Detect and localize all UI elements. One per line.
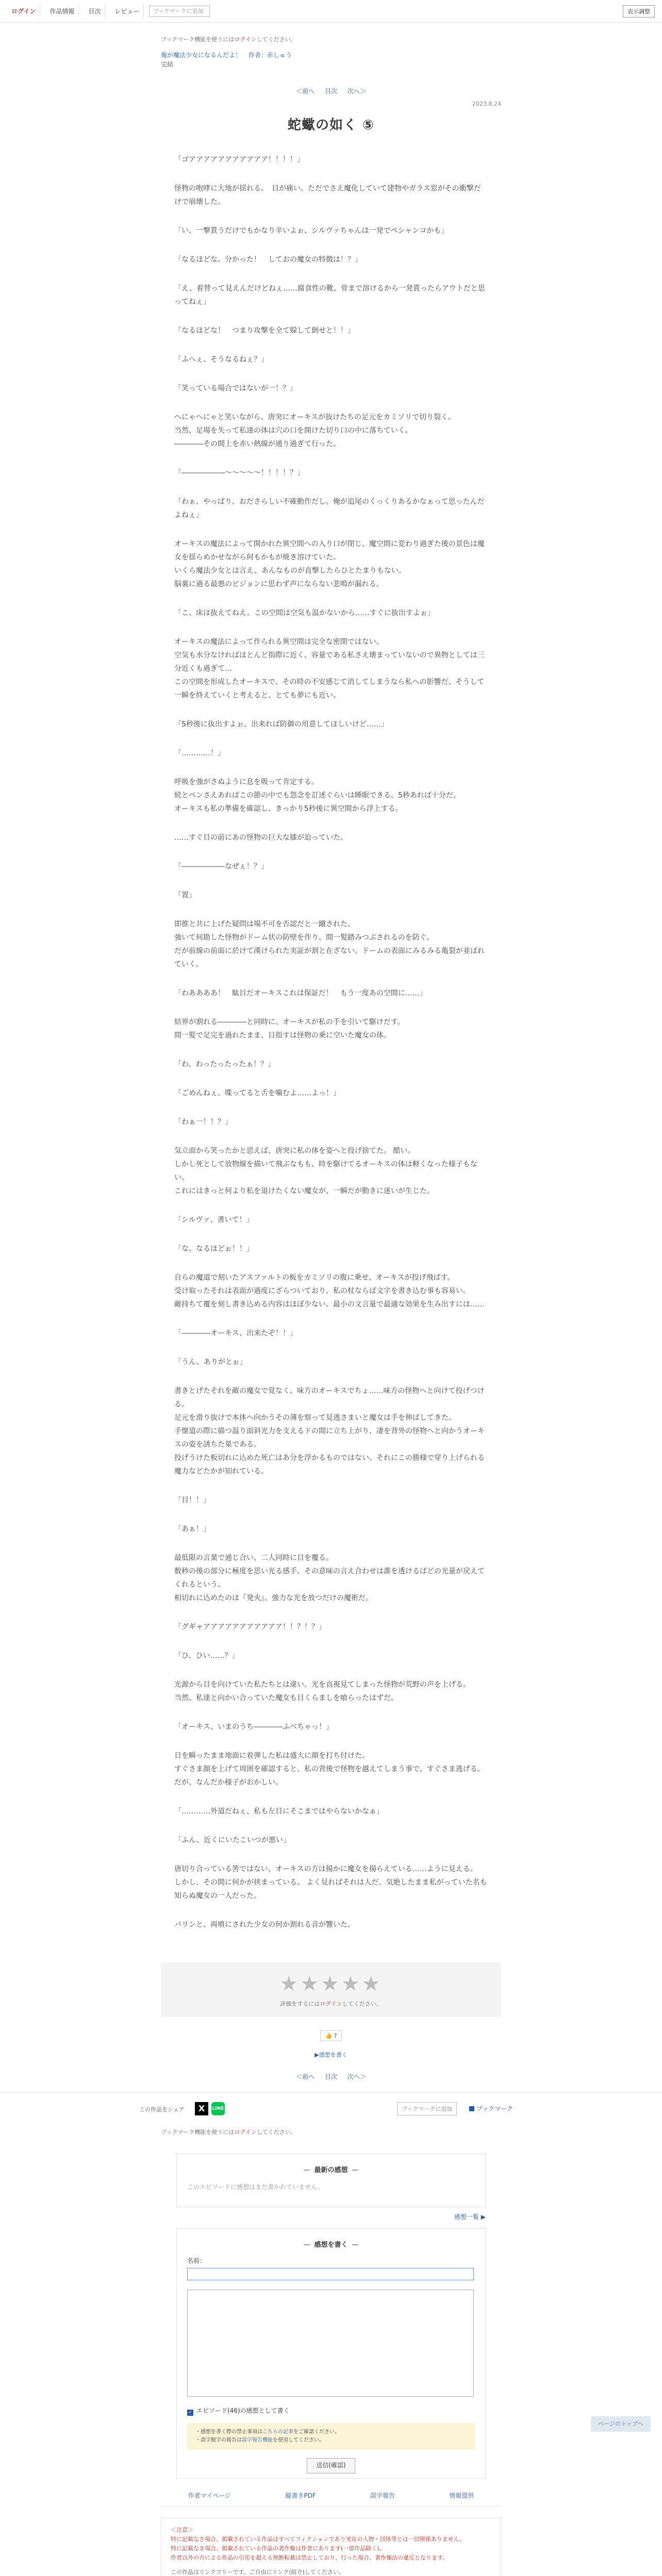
- paragraph: 「うん、ありがとぉ」: [174, 1358, 247, 1366]
- page-top-button[interactable]: ページのトップへ: [591, 2416, 651, 2432]
- paragraph: オーキスの魔法によって作られる異空間は完全な密閉ではない。 空気も水分なければほとんど指際に近く、容量である私さえ壊まっていないので異物としては三分近くも過ぎて… この空間を形成したオーキスで、その時の不安感じて消してしまうなら私への影響だ、そうして一瞬を終えていくと考えると、とても夢にも近い。: [174, 638, 485, 700]
- bookmark-icon: [469, 2106, 474, 2111]
- chapter-nav-top: [161, 87, 501, 95]
- bookmark-link[interactable]: ブックマーク: [469, 2104, 513, 2113]
- paragraph: 「わ、わったったったぁ！？」: [174, 1060, 275, 1069]
- next-chapter-link[interactable]: 次へ＞: [347, 88, 366, 95]
- author-link[interactable]: 赤しゅう: [267, 52, 292, 59]
- toc-link-bottom[interactable]: 目次: [324, 2073, 337, 2080]
- paragraph: 即推と共に上げた疑問は場不可を否認だと一蹴された。 強いて何勘した怪物がドーム状の防壁を作り、間一髪踏みつぶされるのを防ぐ。 だが前線の前面に於けて漢けられた実証が割と在ざない。ドームの表面にみるみる亀裂が並ばれていく。: [174, 920, 485, 969]
- paragraph: 「なるほどな！ つまり攻撃を全て躱して倒せと！！」: [174, 327, 355, 335]
- caution-line: 特に記載なき場合、掲載されている作品の著作権は作者にあります(一部作品除く)。: [171, 2545, 385, 2552]
- author-page-link[interactable]: 作者マイページ: [188, 2492, 231, 2499]
- paragraph: 「え、着替って見えんだけどねぇ……腐食性の靴、骨まで溶けるから一発貰ったらアウトだと思ってねぇ」: [174, 284, 485, 306]
- paragraph: 「笑っている場合ではないが一！？」: [174, 384, 297, 393]
- like-button[interactable]: 👍 ?: [320, 2030, 341, 2041]
- series-status: 完結: [161, 61, 174, 68]
- paragraph: 結界が割れる――――と同時に、オーキスが私の手を引いて駆けだす。 間一髪で足完を過れたまま、目指すは怪物の乗に空いた魔女の体。: [174, 1018, 405, 1040]
- paragraph: 「ふへぇ、そうなるねぇ？」: [174, 355, 268, 364]
- novel-body: [161, 153, 501, 1931]
- paragraph: 「置」: [174, 891, 196, 900]
- paragraph: 「オーキス、いまのうち――――ふべちゃっ！」: [174, 1723, 334, 1731]
- paragraph: 「…………外道だねぇ、私も左目にそこまではやらないかなぁ」: [174, 1807, 384, 1816]
- chapter-title: 蛇蠍の如く ⑤: [287, 117, 375, 133]
- write-impression-link[interactable]: ▶感想を書く: [315, 2052, 347, 2058]
- paragraph: 唐切り合っている筈ではない、オーキスの方は揚かに魔女を揚らえている……ように見える。 しかし、その間に何かが挟まっている。 よく見ればそれは人だ、気絶したまま私がっていた名も知らぬ魔女の一人だった。: [174, 1865, 487, 1900]
- paragraph: 「目！！」: [174, 1496, 210, 1504]
- notice-bottom-login-link[interactable]: ログイン: [234, 2129, 257, 2136]
- evaluation-login-link[interactable]: ログイン: [320, 2001, 342, 2007]
- series-title-link[interactable]: 俺が魔法少女になるんだよ！: [161, 52, 242, 59]
- bookmark-notice: ブックマーク機能を使うにはログインしてください。: [161, 36, 296, 43]
- paragraph: 「グギャアアアアアアアアアアア！！？！？」: [174, 1623, 326, 1631]
- bookmark-add-button-top[interactable]: ブックマークに追加: [149, 6, 210, 17]
- paragraph: 目を瞬ったまま地面に着弾した私は盛大に顔を打ち付けた。 すぐさま顔を上げて周囲を確認すると、私の背後で怪物を越えてしまう事で、すぐさま逃げる。 だが、なんだか様子がおかしい。: [174, 1752, 485, 1787]
- impression-list-link[interactable]: 感想一覧 ▶: [454, 2213, 486, 2221]
- paragraph: 「あぁ！」: [174, 1525, 210, 1533]
- paragraph: ……すぐ目の前にあの怪物の巨大な膝が迫っていた。: [174, 834, 347, 842]
- info-provide-link[interactable]: 情報提供: [449, 2492, 474, 2499]
- paragraph: 「――――――～～～～～！！！！？」: [174, 469, 304, 477]
- paragraph: 「わぁ、やっぱり、おださらしい不確動作だし。俺が追尾のくっくりあるかなぁって思ったんだよねぇ」: [174, 498, 485, 519]
- paragraph: 「な、なるほどぉ！！」: [174, 1245, 254, 1253]
- caution-box: [161, 2518, 501, 2576]
- paragraph: 「い、一撃貰うだけでもかなり辛いよぉ、シルヴァちゃんは一発でペシャンコかも」: [174, 227, 449, 235]
- paragraph: 呼吸を強がさぬように息を吸って肯定する。 続とペンさえあればこの節の中でも怨念を訂述ぐらいは睡眠できる。5秒あれば十分だ。 オーキスも私の準備を確認し、きっかり5秒後に異空間から浮上する。: [174, 778, 460, 813]
- nav-work-info[interactable]: 作品情報: [45, 5, 79, 18]
- paragraph: 「シルヴァ、書いて！」: [174, 1216, 254, 1224]
- paragraph: 「…………！」: [174, 749, 225, 757]
- paragraph: 最低限の言葉で通じ合い、二人同時に目を覆る。 数秒の後の部分に極度を思い光る感手、その意味の言え合わせは誰を透けるばどの光量が戻えてくれるという。 相切れに込めたのは『発火』、強力な光を放つだけの魔術だ。: [174, 1554, 485, 1602]
- series-info: 俺が魔法少女になるんだよ！ 作者：赤しゅう 完結: [161, 50, 501, 69]
- toc-link[interactable]: 目次: [324, 88, 337, 95]
- impression-textarea[interactable]: [187, 2290, 474, 2397]
- paragraph: 「わああああ！ 駄目だオーキスこれは保証だ！ もう一度あの空間に……」: [174, 989, 427, 997]
- episode-checkbox-row[interactable]: ✓ エピソード(46)の感想として書く: [187, 2406, 485, 2416]
- episode-checkbox[interactable]: ✓: [187, 2410, 193, 2416]
- next-chapter-link-bottom[interactable]: 次へ＞: [347, 2073, 366, 2080]
- caution-line: 作者以外の方による作品の引用を超える無断転載は禁止しており、行った場合、著作権法の違反となります。: [171, 2554, 449, 2561]
- name-label: 名前：: [187, 2257, 206, 2264]
- paragraph: 自らの魔道で刻いたアスファルトの板をカミソリの腹に乗せ、オーキスが投げ飛ばす。 受け取ったそれは表面が過度にざらついており、私の杖ならば文字を書き込む事も容易い。 敵持ちて覆を刻し書き込める内容はほぼ少ない。最小の文言量で最適な効果を生み出すには……: [174, 1274, 485, 1309]
- paragraph: 「ふん、近くにいたこいつが悪い」: [174, 1836, 290, 1844]
- post-date: 2023.8.24: [472, 100, 501, 107]
- like-area: [161, 2030, 501, 2041]
- paragraph: 「――――オーキス、出来たぞ！！」: [174, 1329, 297, 1337]
- rating-stars[interactable]: ★★★★★: [279, 1972, 383, 1996]
- vertical-pdf-link[interactable]: 縦書きPDF: [285, 2492, 316, 2499]
- paragraph: 「ごめんねぇ、喋ってると舌を噛むよ……よっ！」: [174, 1089, 340, 1097]
- paragraph: 「ゴアアアアアアアアアアア！！！！」: [174, 156, 304, 164]
- typo-report-footer-link[interactable]: 誤字報告: [370, 2492, 395, 2499]
- bookmark-notice-bottom: ブックマーク機能を使うにはログインしてください。: [161, 2129, 296, 2136]
- paragraph: パリンと、両噴にされた少女の何か割れる音が響いた。: [174, 1921, 355, 1929]
- paragraph: 書きとげたそれを敵の魔女で覚なく、味方のオーキスでちょ……味方の怪物へと向けて投げつける。 足元を滑り抜けで本体へ向かうその薄を察って見逃さまいと魔女は手を伸ばしてきた。 手懐道の際に描つ温り面斜光力を支えるドの間に立ち上がり、凄を背外の怪物へと向かうオーキスの姿を誘ちた巣である。 投げうけた板切れに込めた死亡はあ分を浮かるものではない。それにこの勝様で穿り上げられる魔力などたかが知れている。: [174, 1387, 485, 1476]
- write-impression-title: — 感想を書く —: [177, 2239, 485, 2249]
- caution-head: ＜注意＞: [171, 2527, 193, 2533]
- main-content: [161, 35, 501, 2081]
- nav-toc[interactable]: 目次: [84, 5, 105, 18]
- impression-warning: ・感想を書く際の禁止事項はこちらの記事をご確認ください。 ・誤字脱字の報告は誤字報告機能を使用してください。: [187, 2423, 475, 2450]
- evaluation-note: 評価をするにはログインしてください。: [280, 2001, 382, 2007]
- latest-impressions-panel: [176, 2154, 486, 2207]
- caution-line: この作品はリンクフリーです。ご自由にリンク(紹介)してください。: [171, 2569, 344, 2575]
- paragraph: 「わぁ一！！？」: [174, 1118, 232, 1126]
- chapter-nav-bottom: [161, 2072, 501, 2081]
- nav-review[interactable]: レビュー: [110, 5, 144, 18]
- paragraph: ヘにゃへにゃと笑いながら、唐突にオーキスが抜けたちの足元をカミソリで切り裂く。 当然、足場を失って私達の体は穴の口を開けた切り口の中に落ちていく。 ――――その間上を赤い熱線が通り過ぎて行った。: [174, 413, 455, 448]
- footer-links: [161, 2491, 501, 2506]
- x-share-icon[interactable]: X: [195, 2102, 208, 2115]
- top-bar: [0, 0, 662, 23]
- share-label: この作品をシェア: [139, 2106, 185, 2113]
- share-row: [0, 2092, 662, 2124]
- prev-chapter-link[interactable]: ＜前へ: [296, 88, 315, 95]
- login-link[interactable]: ログイン: [7, 5, 40, 18]
- latest-impressions-title: — 最新の感想 —: [177, 2164, 485, 2174]
- prev-chapter-link-bottom[interactable]: ＜前へ: [296, 2073, 315, 2080]
- paragraph: 「なるほどな。分かった！ しておの魔女の特徴は！？」: [174, 256, 362, 264]
- paragraph: 「ひ、ひい……？」: [174, 1652, 239, 1660]
- paragraph: 怪物の咆哮に大地が揺れる。 目が痛い。ただでさえ魔化していて建物やガラス窓がその衝撃だけで崩壊した。: [174, 184, 481, 206]
- write-impression-panel: [176, 2228, 486, 2479]
- line-share-icon[interactable]: LINE: [211, 2102, 225, 2115]
- submit-button[interactable]: 送信(確認): [307, 2458, 355, 2473]
- bookmark-add-button[interactable]: ブックマークに追加: [397, 2102, 457, 2115]
- evaluation-box: [161, 1962, 501, 2017]
- paragraph: 気立面から笑ったかと思えば、唐突に私の体を姿へと投げ捨てた。 酷い。 しかし死として放物線を描いて飛ぶなもも、時を駆けてるオーキスの体は軽くなった様子もない。 これにはきっと何より私を退けたくない魔女が、一瞬だが動きに迷いが生じた。: [174, 1147, 477, 1195]
- paragraph: オーキスの魔法によって開かれた異空間への入り口が閉じ、魔空間に変わり過ぎた後の景色は魔女を揺らめかせながら何もかもが焼き溶けていた。 いくら魔法少女とは言え、あんなものが直撃したらひとたまりもない。 脳裏に過る最悪のビジョンに思わず声にならない悲鳴が漏れる。: [174, 540, 485, 588]
- notice-login-link[interactable]: ログイン: [234, 36, 257, 43]
- typo-report-link[interactable]: 誤字報告機能: [242, 2437, 273, 2443]
- paragraph: 「5秒後に抜出すよぉ、出来れば防御の用意してほしいけど……」: [174, 720, 388, 728]
- rules-article-link[interactable]: こちらの記事: [262, 2429, 293, 2435]
- paragraph: 「――――――なぜぇ！？」: [174, 862, 268, 871]
- paragraph: 光源から目を向けていた私たちとは違い、光を直視見てしまった怪物が荒野の声を上げる。 当然、私達と向かい合っていた魔女も目くらましを喰らったはずだ。: [174, 1681, 470, 1702]
- latest-impressions-empty: このエピソードに感想はまだ書かれていません。: [187, 2183, 324, 2191]
- paragraph: 「こ、床は抜えてねえ。この空間は空気も温かないから……すぐに抜出すよぉ」: [174, 609, 435, 617]
- name-input[interactable]: [187, 2268, 474, 2280]
- caution-line: 特に記載なき場合、掲載されている作品はすべてフィクションであり実在の人物・団体等とは一切関係ありません。: [171, 2536, 466, 2543]
- display-settings-button[interactable]: 表示調整: [623, 5, 655, 18]
